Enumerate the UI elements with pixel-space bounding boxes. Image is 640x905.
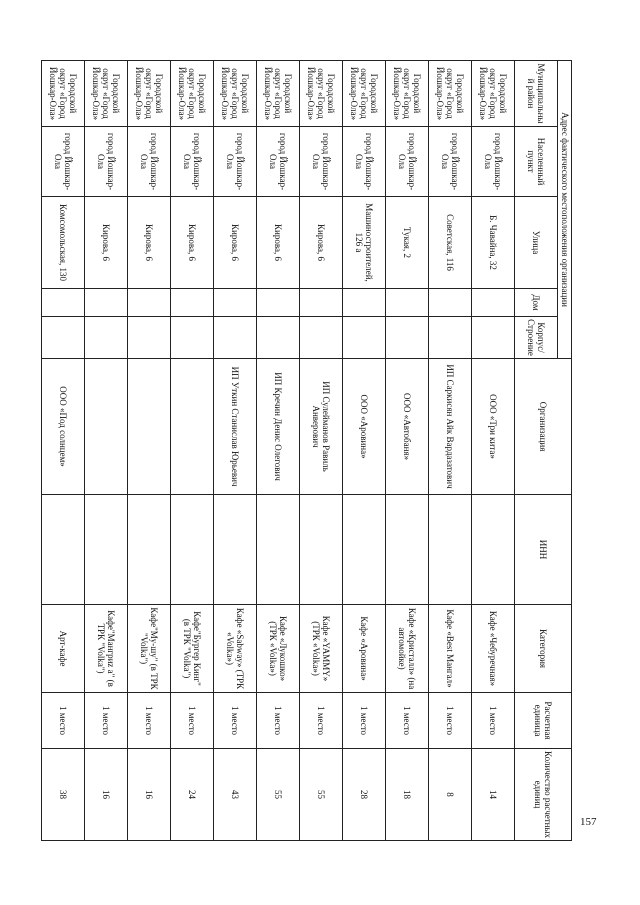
col-header-locality: Населенный пункт	[515, 127, 558, 197]
cell-org: ИП Уткин Станислав Юрьевич	[214, 359, 257, 495]
cell-house	[472, 289, 515, 317]
cell-house	[171, 289, 214, 317]
cell-category: Кафе «Аровина»	[343, 605, 386, 693]
cell-street: Кирова, 6	[214, 197, 257, 289]
cell-unit: 1 место	[214, 693, 257, 749]
cell-locality: город Йошкар-Ола	[300, 127, 343, 197]
rotated-table-wrapper	[47, 60, 572, 840]
cell-category: Кафе «Лукошко» (ТРК «Volkа»)	[257, 605, 300, 693]
cell-unit: 1 место	[343, 693, 386, 749]
cell-building	[171, 317, 214, 359]
table-row	[42, 61, 85, 841]
cell-org	[85, 359, 128, 495]
cell-count: 16	[85, 749, 128, 841]
cell-locality: город Йошкар-Ола	[343, 127, 386, 197]
cell-building	[42, 317, 85, 359]
cell-house	[257, 289, 300, 317]
cell-count: 55	[257, 749, 300, 841]
cell-house	[429, 289, 472, 317]
cell-district: Городской округ «Город Йошкар-Ола»	[343, 61, 386, 127]
cell-building	[343, 317, 386, 359]
cell-street: Комсомольская, 130	[42, 197, 85, 289]
col-header-unit: Расчетная единица	[515, 693, 572, 749]
cell-org: ООО «Три кита»	[472, 359, 515, 495]
cell-org	[128, 359, 171, 495]
cell-street: Кирова, 6	[257, 197, 300, 289]
cell-district: Городской округ «Город Йошкар-Ола»	[42, 61, 85, 127]
table-row	[386, 61, 429, 841]
table-body	[42, 61, 515, 841]
cell-org: ИП Сулейманов Равиль Анверович	[300, 359, 343, 495]
cell-count: 55	[300, 749, 343, 841]
cell-inn	[42, 495, 85, 605]
cell-inn	[214, 495, 257, 605]
cell-count: 16	[128, 749, 171, 841]
table-row	[85, 61, 128, 841]
organizations-table	[41, 60, 572, 841]
cell-street: Б. Чавайна, 32	[472, 197, 515, 289]
cell-inn	[85, 495, 128, 605]
cell-building	[214, 317, 257, 359]
cell-count: 43	[214, 749, 257, 841]
cell-category: Кафе «Best Мангал»	[429, 605, 472, 693]
cell-unit: 1 место	[42, 693, 85, 749]
cell-org: ИП Кречин Денис Олегович	[257, 359, 300, 495]
cell-house	[214, 289, 257, 317]
cell-org: ИП Саркисян Айк Вардазатович	[429, 359, 472, 495]
cell-inn	[128, 495, 171, 605]
cell-district: Городской округ «Город Йошкар-Ола»	[257, 61, 300, 127]
cell-count: 8	[429, 749, 472, 841]
cell-street: Кирова, 6	[171, 197, 214, 289]
cell-locality: город Йошкар-Ола	[429, 127, 472, 197]
cell-category: Кафе «Чебуречная»	[472, 605, 515, 693]
cell-category: Кафе"My-шу" (в ТРК "Volka")	[128, 605, 171, 693]
table-row	[214, 61, 257, 841]
cell-house	[128, 289, 171, 317]
cell-district: Городской округ «Город Йошкар-Ола»	[171, 61, 214, 127]
cell-category: Кафе «Sabway» (ТРК «Volkа»)	[214, 605, 257, 693]
cell-locality: город Йошкар-Ола	[214, 127, 257, 197]
col-header-district: Муниципальный район	[515, 61, 558, 127]
cell-building	[85, 317, 128, 359]
cell-unit: 1 место	[300, 693, 343, 749]
cell-house	[343, 289, 386, 317]
cell-district: Городской округ «Город Йошкар-Ола»	[429, 61, 472, 127]
cell-inn	[386, 495, 429, 605]
cell-locality: город Йошкар-Ола	[128, 127, 171, 197]
cell-locality: город Йошкар-Ола	[386, 127, 429, 197]
cell-inn	[300, 495, 343, 605]
col-header-inn: ИНН	[515, 495, 572, 605]
cell-building	[128, 317, 171, 359]
cell-org: ООО «Под солнцем»	[42, 359, 85, 495]
cell-unit: 1 место	[85, 693, 128, 749]
cell-locality: город Йошкар-Ола	[472, 127, 515, 197]
cell-house	[42, 289, 85, 317]
cell-count: 28	[343, 749, 386, 841]
address-group-header: Адрес фактического местоположения организации	[558, 61, 572, 359]
cell-building	[429, 317, 472, 359]
table-row	[300, 61, 343, 841]
cell-building	[386, 317, 429, 359]
cell-unit: 1 место	[128, 693, 171, 749]
cell-org: ООО «Автобаня»	[386, 359, 429, 495]
rotated-table-stage	[47, 60, 572, 840]
cell-street: Советская, 116	[429, 197, 472, 289]
cell-building	[300, 317, 343, 359]
cell-inn	[171, 495, 214, 605]
cell-district: Городской округ «Город Йошкар-Ола»	[85, 61, 128, 127]
col-header-house: Дом	[515, 289, 558, 317]
cell-category: Арт-кафе	[42, 605, 85, 693]
cell-count: 38	[42, 749, 85, 841]
col-header-count: Количество расчетных единиц	[515, 749, 572, 841]
table-row	[472, 61, 515, 841]
cell-locality: город Йошкар-Ола	[42, 127, 85, 197]
cell-category: Кафе"Мангриz а" (в ТРК "Volka")	[85, 605, 128, 693]
cell-count: 18	[386, 749, 429, 841]
cell-building	[257, 317, 300, 359]
cell-street: Кирова, 6	[300, 197, 343, 289]
cell-street: Кирова, 6	[85, 197, 128, 289]
table-row	[429, 61, 472, 841]
col-header-street: Улица	[515, 197, 558, 289]
cell-building	[472, 317, 515, 359]
cell-district: Городской округ «Город Йошкар-Ола»	[214, 61, 257, 127]
cell-district: Городской округ «Город Йошкар-Ола»	[386, 61, 429, 127]
cell-street: Кирова, 6	[128, 197, 171, 289]
cell-unit: 1 место	[472, 693, 515, 749]
col-header-category: Категория	[515, 605, 572, 693]
table-row	[171, 61, 214, 841]
cell-street: Машиностроителей, 126 а	[343, 197, 386, 289]
table-row	[343, 61, 386, 841]
cell-count: 24	[171, 749, 214, 841]
cell-locality: город Йошкар-Ола	[171, 127, 214, 197]
cell-district: Городской округ «Город Йошкар-Ола»	[128, 61, 171, 127]
col-header-org: Организация	[515, 359, 572, 495]
cell-locality: город Йошкар-Ола	[257, 127, 300, 197]
table-row	[128, 61, 171, 841]
cell-org	[171, 359, 214, 495]
page-number: 157	[580, 816, 597, 828]
cell-house	[300, 289, 343, 317]
cell-unit: 1 место	[386, 693, 429, 749]
cell-count: 14	[472, 749, 515, 841]
cell-category: Кафе «YAMMY» (ТРК «Volkа»)	[300, 605, 343, 693]
cell-unit: 1 место	[429, 693, 472, 749]
cell-inn	[257, 495, 300, 605]
cell-street: Тукая, 2	[386, 197, 429, 289]
col-header-building: Корпус/ Строение	[515, 317, 558, 359]
cell-category: Кафе"Бургер Кинг" (в ТРК "Volka")	[171, 605, 214, 693]
cell-org: ООО «Аровина»	[343, 359, 386, 495]
cell-unit: 1 место	[171, 693, 214, 749]
cell-locality: город Йошкар-Ола	[85, 127, 128, 197]
cell-district: Городской округ «Город Йошкар-Ола»	[300, 61, 343, 127]
cell-inn	[472, 495, 515, 605]
cell-unit: 1 место	[257, 693, 300, 749]
cell-district: Городской округ «Город Йошкар-Ола»	[472, 61, 515, 127]
cell-inn	[343, 495, 386, 605]
cell-house	[85, 289, 128, 317]
table-row	[257, 61, 300, 841]
cell-inn	[429, 495, 472, 605]
cell-category: Кафе «Кристалл» (на автомойке)	[386, 605, 429, 693]
cell-house	[386, 289, 429, 317]
